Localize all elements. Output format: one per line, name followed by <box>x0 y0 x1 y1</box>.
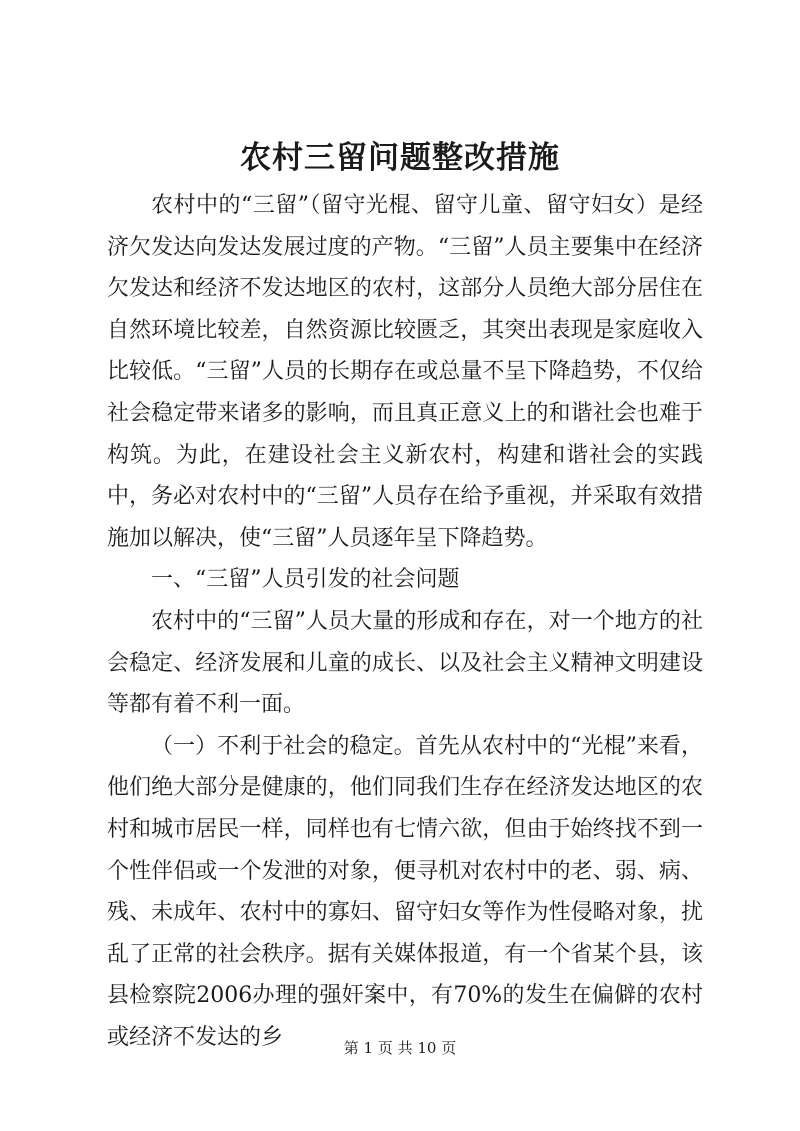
section-heading: 一、“三留”人员引发的社会问题 <box>151 567 460 593</box>
page-footer: 第 1 页 共 10 页 <box>343 1039 457 1057</box>
document-body <box>107 185 703 1058</box>
subsection-paragraph: （一）不利于社会的稳定。首先从农村中的“光棍”来看，他们绝大部分是健康的，他们同我们生存在经济发达地区的农村和城市居民一样，同样也有七情六欲，但由于始终找不到一个性伴侣或一个发泄的对象，便寻机对农村中的老、弱、病、残、未成年、农村中的寡妇、留守妇女等作为性侵略对象，扰乱了正常的社会秩序。据有关媒体报道，有一个省某个县，该县检察院2006办理的强奸案中，有70%的发生在偏僻的农村或经济不发达的乡 <box>107 733 703 1050</box>
intro-paragraph: 农村中的“三留”（留守光棍、留守儿童、留守妇女）是经济欠发达向发达发展过度的产物。“三留”人员主要集中在经济欠发达和经济不发达地区的农村，这部分人员绝大部分居住在自然环境比较差，自然资源比较匮乏，其突出表现是家庭收入比较低。“三留”人员的长期存在或总量不呈下降趋势，不仅给社会稳定带来诸多的影响，而且真正意义上的和谐社会也难于构筑。为此，在建设社会主义新农村，构建和谐社会的实践中，务必对农村中的“三留”人员存在给予重视，并采取有效措施加以解决，使“三留”人员逐年呈下降趋势。 <box>107 193 703 551</box>
document-title: 农村三留问题整改措施 <box>240 140 560 176</box>
section-intro-paragraph: 农村中的“三留”人员大量的形成和存在，对一个地方的社会稳定、经济发展和儿童的成长、以及社会主义精神文明建设等都有着不利一面。 <box>107 608 703 718</box>
